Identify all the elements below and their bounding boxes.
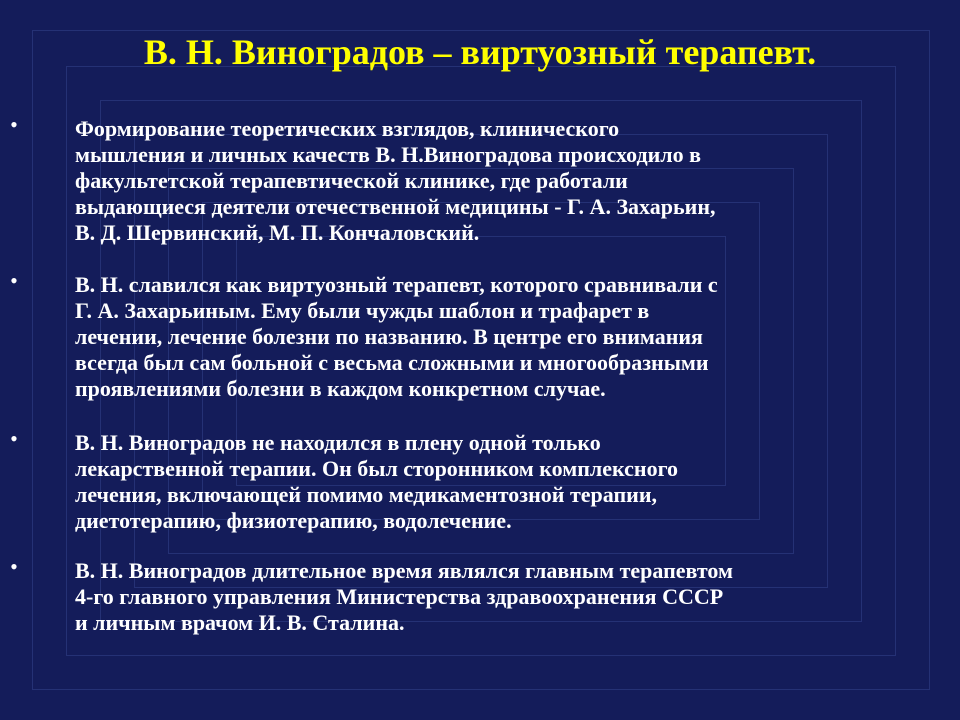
bullet-marker: • <box>10 426 18 451</box>
bullet-text-3: В. Н. Виноградов не находился в плену одной только лекарственной терапии. Он был сторонником комплексного лечения, включающей помимо медикаментозной терапии, диетотерапию, физиотерапию, водолечение. <box>75 430 679 533</box>
bullet-text-4: В. Н. Виноградов длительное время являлся главным терапевтом 4-го главного управления Министерства здравоохранения СССР и личным врачом И. В. Сталина. <box>75 558 733 635</box>
bullet-text-1: Формирование теоретических взглядов, клинического мышления и личных качеств В. Н.Виноградова происходило в факультетской терапевтической клинике, где работали выдающиеся деятели отечественной медицины - Г. А. Захарьин, В. Д. Шервинский, М. П. Кончаловский. <box>75 116 716 245</box>
bullet-text-2: В. Н. славился как виртуозный терапевт, которого сравнивали с Г. А. Захарьиным. Ему были чужды шаблон и трафарет в лечении, лечение болезни по названию. В центре его внимания всегда был сам больной с весьма сложными и многообразными проявлениями болезни в каждом конкретном случае. <box>75 272 718 401</box>
bullet-marker: • <box>10 112 18 137</box>
bullet-marker: • <box>10 554 18 579</box>
slide-title: В. Н. Виноградов – виртуозный терапевт. <box>143 32 817 72</box>
bullet-marker: • <box>10 268 18 293</box>
